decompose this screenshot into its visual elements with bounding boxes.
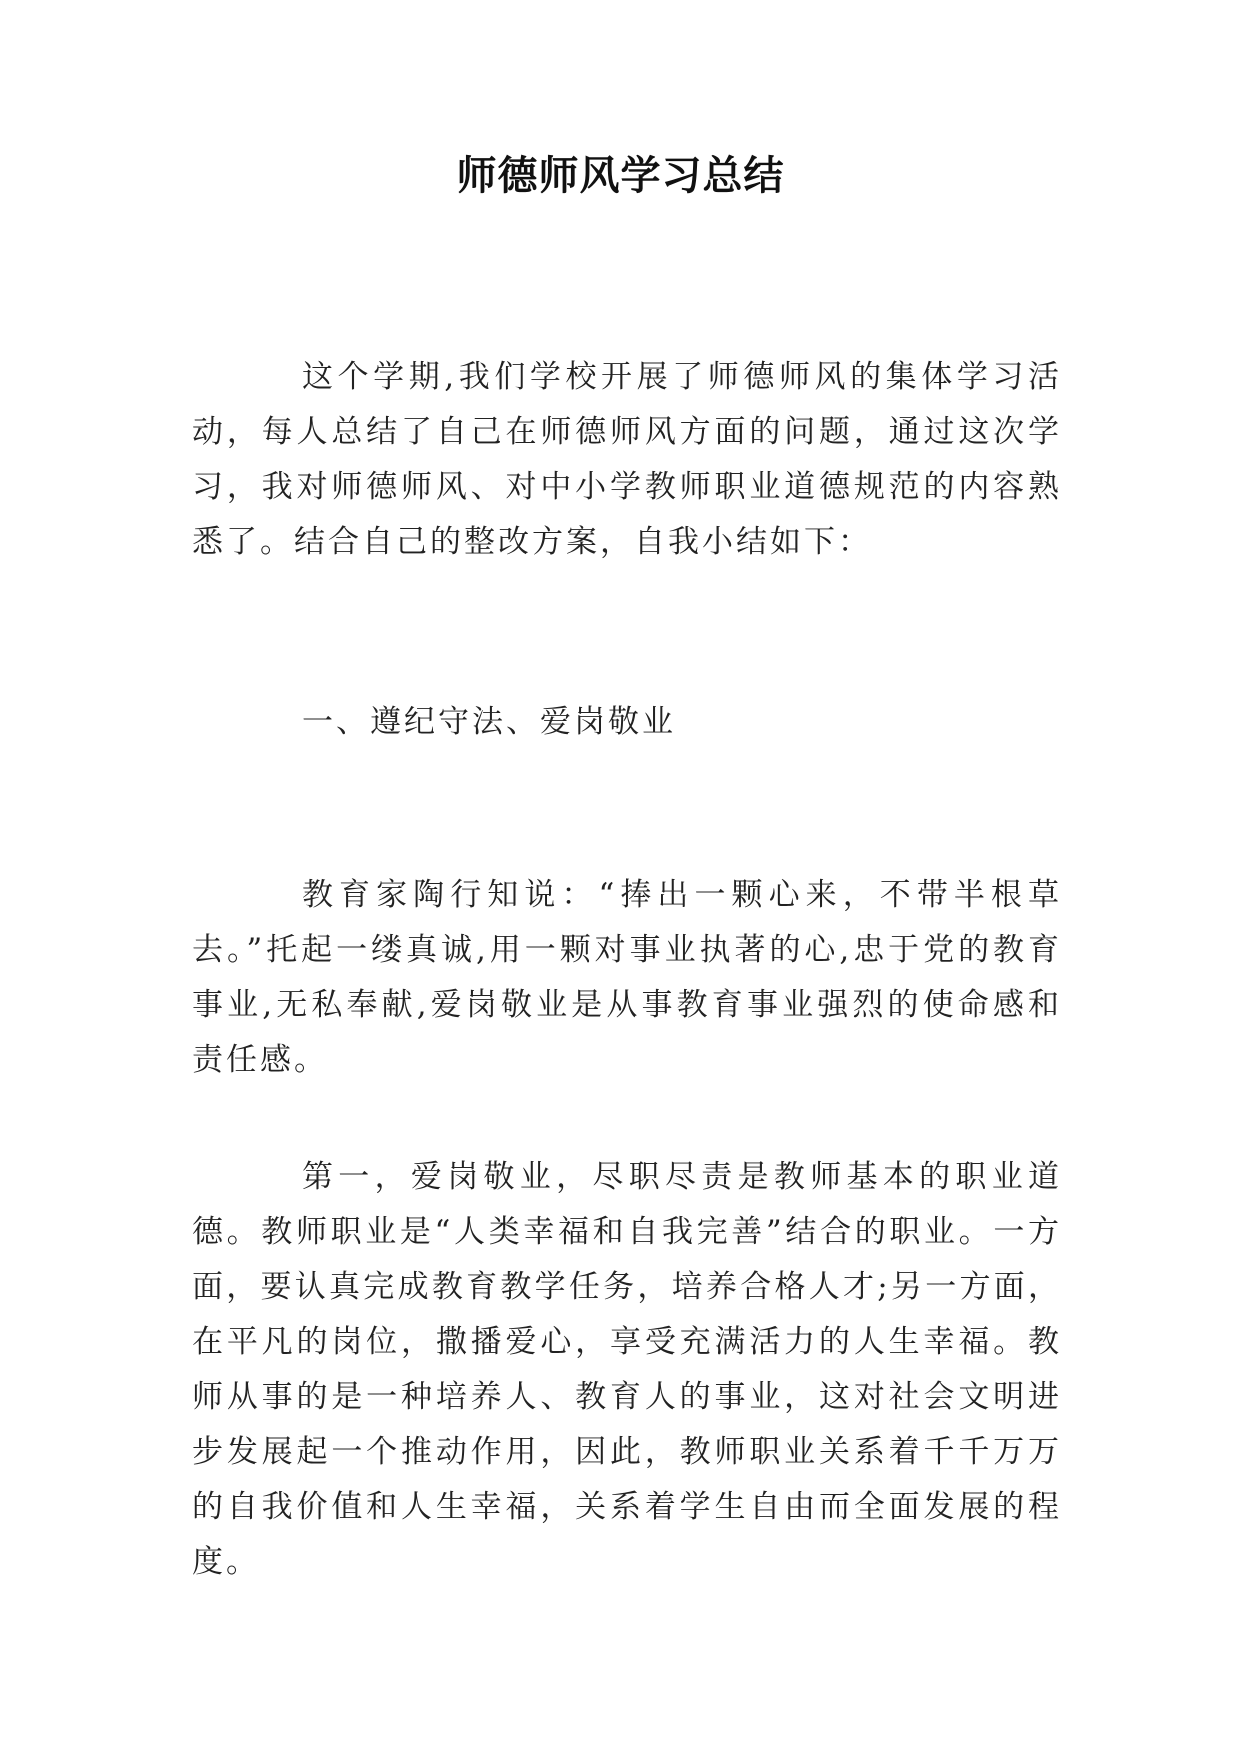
paragraph-first-point: 第一，爱岗敬业，尽职尽责是教师基本的职业道德。教师职业是“人类幸福和自我完善”结合的职业。一方面，要认真完成教育教学任务，培养合格人才;另一方面，在平凡的岗位，撒播爱心，享受充满活力的人生幸福。教师从事的是一种培养人、教育人的事业，这对社会文明进步发展起一个推动作用，因此，教师职业关系着千千万万的自我价值和人生幸福，关系着学生自由而全面发展的程度。 <box>192 1159 1062 1580</box>
document-title: 师德师风学习总结 <box>456 153 785 199</box>
paragraph-intro: 这个学期,我们学校开展了师德师风的集体学习活动，每人总结了自己在师德师风方面的问题，通过这次学习，我对师德师风、对中小学教师职业道德规范的内容熟悉了。结合自己的整改方案，自我小结如下： <box>192 359 1062 560</box>
paragraph-quote: 教育家陶行知说：“捧出一颗心来，不带半根草去。”托起一缕真诚,用一颗对事业执著的心,忠于党的教育事业,无私奉献,爱岗敬业是从事教育事业强烈的使命感和责任感。 <box>192 877 1062 1078</box>
section-heading: 一、遵纪守法、爱岗敬业 <box>302 704 676 740</box>
